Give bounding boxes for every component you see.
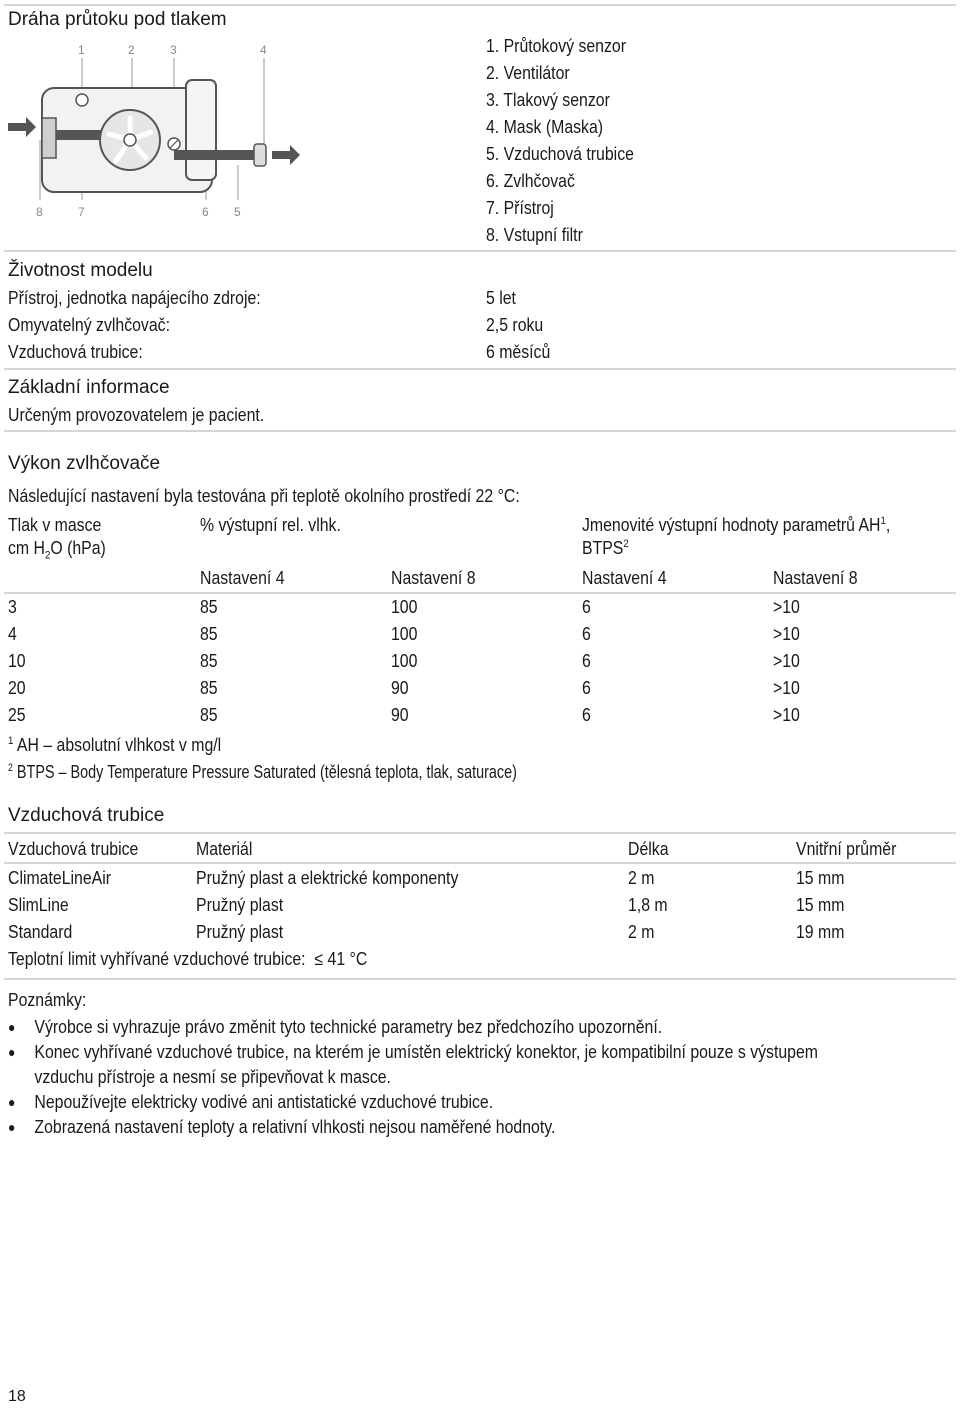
footnote: $^1$ AH – absolutní vlhkost v mg/l	[8, 735, 222, 755]
lifetime-value: 5 let	[486, 288, 516, 308]
legend-item: 4. Mask (Maska)	[486, 117, 604, 137]
divider	[4, 250, 956, 252]
humidifier-cell: 85	[200, 651, 218, 671]
divider	[4, 832, 956, 834]
tube-cell: Pružný plast	[196, 922, 284, 942]
humidifier-cell: 10	[8, 651, 26, 671]
col-header-nominal-line2: BTPS$^2$	[582, 538, 629, 558]
temp-limit: Teplotní limit vyhřívané vzduchové trubice: ≤ 41 °C	[8, 949, 368, 969]
lifetime-label: Omyvatelný zvlhčovač:	[8, 315, 170, 335]
callout-5: 5	[234, 205, 241, 219]
divider	[4, 368, 956, 370]
humidifier-cell: >10	[773, 651, 800, 671]
tube-cell: 2 m	[628, 922, 655, 942]
divider	[4, 978, 956, 980]
tube-cell: 1,8 m	[628, 895, 668, 915]
humidifier-cell: 100	[391, 651, 418, 671]
notes-list	[8, 1015, 818, 1140]
humidifier-cell: 6	[582, 678, 591, 698]
humidifier-cell: 3	[8, 597, 17, 617]
tube-col-header: Vzduchová trubice	[8, 839, 139, 859]
note-item: ● Nepoužívejte elektricky vodivé ani antistatické vzduchové trubice.	[8, 1090, 879, 1115]
col-header-rh: % výstupní rel. vlhk.	[200, 515, 341, 535]
flow-sensor-icon	[76, 94, 88, 106]
divider	[4, 862, 956, 864]
legend-item: 1. Průtokový senzor	[486, 36, 626, 56]
legend-item: 6. Zvlhčovač	[486, 171, 575, 191]
divider	[4, 592, 956, 594]
lifetime-label: Přístroj, jednotka napájecího zdroje:	[8, 288, 261, 308]
humidifier-cell: 4	[8, 624, 17, 644]
callout-6: 6	[202, 205, 209, 219]
legend-item: 3. Tlakový senzor	[486, 90, 610, 110]
callout-7: 7	[78, 205, 85, 219]
callout-2: 2	[128, 43, 135, 57]
humidifier-cell: 20	[8, 678, 26, 698]
legend-item: 5. Vzduchová trubice	[486, 144, 634, 164]
humidifier-cell: 6	[582, 705, 591, 725]
humidifier-intro: Následující nastavení byla testována při teplotě okolního prostředí 22 °C:	[8, 486, 520, 506]
tube-cell: SlimLine	[8, 895, 69, 915]
callout-1: 1	[78, 43, 85, 57]
tube-cell: 19 mm	[796, 922, 845, 942]
inlet-arrow-icon	[8, 117, 36, 137]
humidifier-cell: 85	[200, 678, 218, 698]
sub-header: Nastavení 4	[582, 568, 667, 588]
col-header-pressure-unit: cm $H_2O$ (hPa)	[8, 538, 106, 562]
lifetime-value: 2,5 roku	[486, 315, 544, 335]
page-number: 18	[8, 1388, 26, 1405]
sub-header: Nastavení 8	[773, 568, 858, 588]
basic-info-title: Základní informace	[8, 377, 170, 398]
outlet-arrow-icon	[272, 145, 300, 165]
tube-cell: ClimateLineAir	[8, 868, 112, 888]
humidifier-cell: 85	[200, 624, 218, 644]
divider	[4, 430, 956, 432]
humidifier-cell: >10	[773, 705, 800, 725]
humidifier-chamber	[186, 80, 216, 180]
lifetime-value: 6 měsíců	[486, 342, 551, 362]
humidifier-cell: 6	[582, 651, 591, 671]
tube-cell: 2 m	[628, 868, 655, 888]
tube-cell: Standard	[8, 922, 73, 942]
humidifier-cell: 6	[582, 624, 591, 644]
humidifier-cell: 85	[200, 597, 218, 617]
callout-4: 4	[260, 43, 267, 57]
legend-item: 2. Ventilátor	[486, 63, 570, 83]
tube-col-header: Délka	[628, 839, 669, 859]
footnote: $^2$ BTPS – Body Temperature Pressure Saturated (tělesná teplota, tlak, saturace)	[8, 762, 517, 782]
humidifier-cell: 100	[391, 597, 418, 617]
note-item: ● Výrobce si vyhrazuje právo změnit tyto technické parametry bez předchozího upozornění.	[8, 1015, 879, 1040]
callout-8: 8	[36, 205, 43, 219]
humidifier-cell: >10	[773, 597, 800, 617]
humidifier-cell: 25	[8, 705, 26, 725]
lifetime-label: Vzduchová trubice:	[8, 342, 143, 362]
flow-path-diagram	[6, 40, 306, 225]
tube-col-header: Vnitřní průměr	[796, 839, 897, 859]
inlet-filter	[42, 118, 56, 158]
tube-cell: Pružný plast a elektrické komponenty	[196, 868, 459, 888]
humidifier-cell: 85	[200, 705, 218, 725]
legend-item: 7. Přístroj	[486, 198, 554, 218]
divider	[4, 4, 956, 6]
note-item: ● Konec vyhřívané vzduchové trubice, na kterém je umístěn elektrický konektor, je kompatibilní pouze s výstupem vzduchu přístroje a nesmí se připevňovat k masce.	[8, 1040, 879, 1090]
tube-col-header: Materiál	[196, 839, 253, 859]
basic-info-text: Určeným provozovatelem je pacient.	[8, 405, 265, 425]
note-item: ● Zobrazená nastavení teploty a relativní vlhkosti nejsou naměřené hodnoty.	[8, 1115, 879, 1140]
humidifier-cell: >10	[773, 624, 800, 644]
flow-path-title: Dráha průtoku pod tlakem	[8, 9, 227, 30]
humidifier-cell: >10	[773, 678, 800, 698]
humidifier-cell: 100	[391, 624, 418, 644]
tube-cell: 15 mm	[796, 895, 845, 915]
tube-title: Vzduchová trubice	[8, 805, 165, 826]
col-header-nominal: Jmenovité výstupní hodnoty parametrů $AH^1$,	[582, 515, 891, 535]
tube-cell: 15 mm	[796, 868, 845, 888]
humidifier-cell: 90	[391, 705, 409, 725]
sub-header: Nastavení 4	[200, 568, 285, 588]
humidifier-title: Výkon zvlhčovače	[8, 453, 161, 474]
humidifier-cell: 90	[391, 678, 409, 698]
lifetime-title: Životnost modelu	[8, 260, 153, 281]
notes-title: Poznámky:	[8, 990, 87, 1010]
sub-header: Nastavení 8	[391, 568, 476, 588]
col-header-pressure: Tlak v masce	[8, 515, 102, 535]
tube-cell: Pružný plast	[196, 895, 284, 915]
callout-3: 3	[170, 43, 177, 57]
legend-item: 8. Vstupní filtr	[486, 225, 583, 245]
mask-connector	[254, 144, 266, 166]
humidifier-cell: 6	[582, 597, 591, 617]
